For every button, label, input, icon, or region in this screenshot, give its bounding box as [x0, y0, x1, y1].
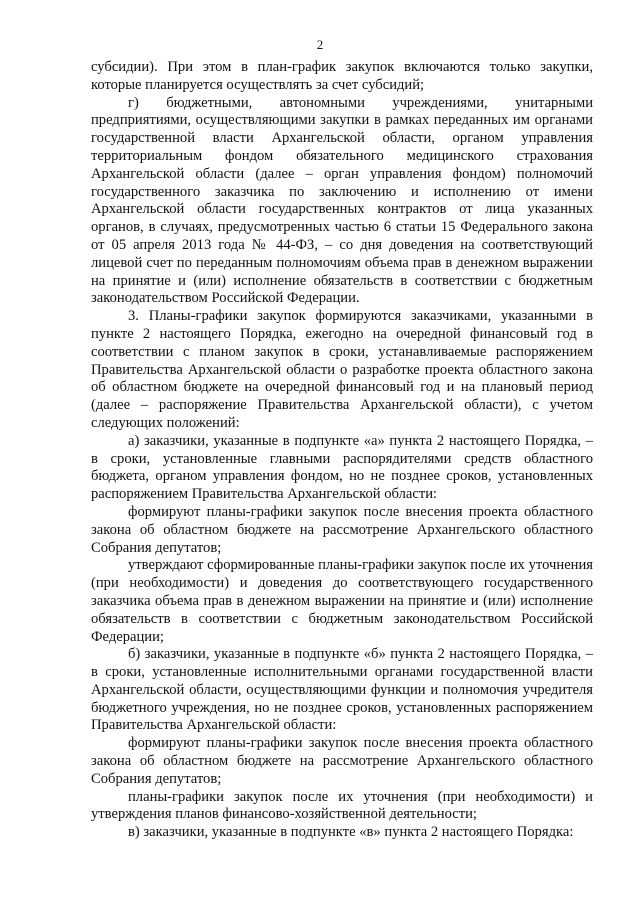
- paragraph-item-a-form: формируют планы-графики закупок после внесения проекта областного закона об областном бюджете на рассмотрение Архангельского областного Собрания депутатов;: [91, 503, 593, 556]
- paragraph-item-b: б) заказчики, указанные в подпункте «б» пункта 2 настоящего Порядка, – в сроки, установленные исполнительными органами государственной власти Архангельской области, осуществляющими функции и полномочия учредителя бюджетного учреждения, но не позднее сроков, установленных распоряжением Правительства Архангельской области:: [91, 646, 593, 734]
- paragraph-item-g: г) бюджетными, автономными учреждениями, унитарными предприятиями, осуществляющими закупки в рамках переданных им органами государственной власти Архангельской области, органом управления территориальным фондом обязательного медицинского страхования Архангельской области (далее – орган управления фондом) полномочий государственного заказчика по заключению и исполнению от имени Архангельской области государственных контрактов от лица указанных органов, в случаях, предусмотренных частью 6 статьи 15 Федерального закона от 05 апреля 2013 года № 44-ФЗ, – со дня доведения на соответствующий лицевой счет по переданным полномочиям объема прав в денежном выражении на принятие и (или) исполнение обязательств в соответствии с бюджетным законодательством Российской Федерации.: [91, 94, 593, 307]
- paragraph-item-a-approve: утверждают сформированные планы-графики закупок после их уточнения (при необходимости) и доведения до соответствующего государственного заказчика объема прав в денежном выражении на принятие и (или) исполнение обязательств в соответствии с бюджетным законодательством Российской Федерации;: [91, 557, 593, 645]
- page-number: 2: [316, 37, 324, 52]
- paragraph-item-a: а) заказчики, указанные в подпункте «а» пункта 2 настоящего Порядка, – в сроки, установленные главными распорядителями средств областного бюджета, органом управления фондом, но не позднее сроков, установленных распоряжением Правительства Архангельской области:: [91, 432, 593, 503]
- document-body: [91, 59, 593, 842]
- paragraph-item-b-plans: планы-графики закупок после их уточнения (при необходимости) и утверждения планов финансово-хозяйственной деятельности;: [91, 788, 593, 823]
- paragraph-item-v: в) заказчики, указанные в подпункте «в» пункта 2 настоящего Порядка:: [128, 824, 574, 841]
- paragraph-section-3: 3. Планы-графики закупок формируются заказчиками, указанными в пункте 2 настоящего Порядка, ежегодно на очередной финансовый год в соответствии с планом закупок в сроки, устанавливаемые распоряжением Правительства Архангельской области о разработке проекта областного закона об областном бюджете на очередной финансовый год и на плановый период (далее – распоряжение Правительства Архангельской области), с учетом следующих положений:: [91, 308, 593, 431]
- paragraph-item-b-form: формируют планы-графики закупок после внесения проекта областного закона об областном бюджете на рассмотрение Архангельского областного Собрания депутатов;: [91, 735, 593, 787]
- paragraph-subsidies-end: субсидии). При этом в план-график закупок включаются только закупки, которые планируется осуществлять за счет субсидий;: [91, 59, 593, 93]
